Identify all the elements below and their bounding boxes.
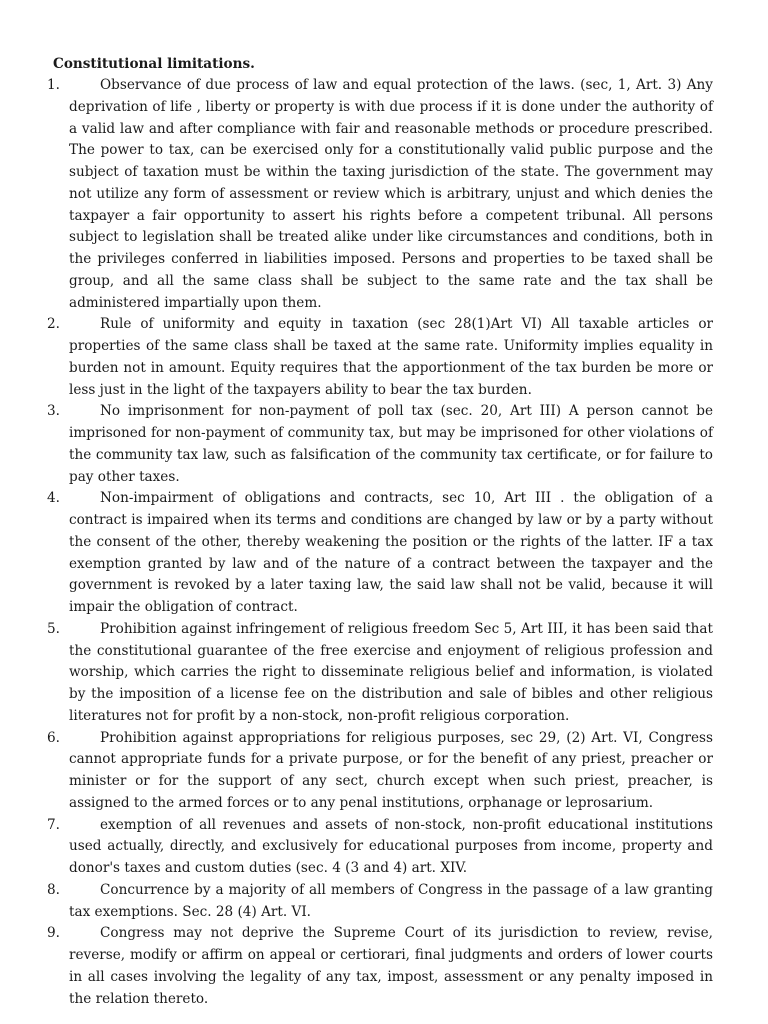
list-item-text: exemption of all revenues and assets of non-stock, non-profit educational institutions used actually, directly, and exclusively for educational purposes from income, property and donor's taxes and custom duties (sec. 4 (3 and 4) art. XIV. [69, 816, 713, 876]
list-item-text: Observance of due process of law and equal protection of the laws. (sec, 1, Art. 3) Any deprivation of life , liberty or property is with due process if it is done under the authority of a valid law and after compliance with fair and reasonable methods or procedure prescribed. The power to tax, can be exercised only for a constitutionally valid public purpose and the subject of taxation must be within the taxing jurisdiction of the state. The government may not utilize any form of assessment or review which is arbitrary, unjust and which denies the taxpayer a fair opportunity to assert his rights before a competent tribunal. All persons subject to legislation shall be treated alike under like circumstances and conditions, both in the privileges conferred in liabilities imposed. Persons and properties to be taxed shall be group, and all the same class shall be subject to the same rate and the tax shall be administered impartially upon them. [69, 77, 713, 311]
list-item-number: 3. [47, 403, 60, 420]
document-title: Constitutional limitations. [53, 56, 255, 72]
list-item-number: 4. [47, 490, 60, 507]
list-item-number: 2. [47, 316, 60, 333]
list-item-number: 9. [47, 925, 60, 942]
list-item [0, 880, 713, 924]
list-item-text: Rule of uniformity and equity in taxation (sec 28(1)Art VI) All taxable articles or properties of the same class shall be taxed at the same rate. Uniformity implies equality in burden not in amount. Equity requires that the apportionment of the tax burden be more or less just in the light of the taxpayers ability to bear the tax burden. [69, 316, 713, 398]
list-item [0, 815, 713, 880]
list-item-text: Prohibition against infringement of religious freedom Sec 5, Art III, it has been said that the constitutional guarantee of the free exercise and enjoyment of religious profession and worship, which carries the right to disseminate religious belief and information, is violated by the imposition of a license fee on the distribution and sale of bibles and other religious literatures not for profit by a non-stock, non-profit religious corporation. [69, 620, 713, 724]
limitations-list [0, 75, 768, 1010]
list-item-number: 8. [47, 881, 60, 898]
list-item [0, 728, 713, 815]
list-item-text: Concurrence by a majority of all members of Congress in the passage of a law granting tax exemptions. Sec. 28 (4) Art. VI. [69, 881, 713, 920]
list-item [0, 923, 713, 1010]
list-item-text: Non-impairment of obligations and contracts, sec 10, Art III . the obligation of a contract is impaired when its terms and conditions are changed by law or by a party without the consent of the other, thereby weakening the position or the rights of the latter. IF a tax exemption granted by law and of the nature of a contract between the taxpayer and the government is revoked by a later taxing law, the said law shall not be valid, because it will impair the obligation of contract. [69, 490, 713, 615]
list-item-text: Prohibition against appropriations for religious purposes, sec 29, (2) Art. VI, Congress cannot appropriate funds for a private purpose, or for the benefit of any priest, preacher or minister or for the support of any sect, church except when such priest, preacher, is assigned to the armed forces or to any penal institutions, orphanage or leprosarium. [69, 729, 713, 811]
list-item [0, 75, 713, 314]
list-item-text: No imprisonment for non-payment of poll tax (sec. 20, Art III) A person cannot be imprisoned for non-payment of community tax, but may be imprisoned for other violations of the community tax law, such as falsification of the community tax certificate, or for failure to pay other taxes. [69, 403, 713, 485]
list-item-number: 6. [47, 729, 60, 746]
list-item-number: 1. [47, 77, 60, 93]
list-item [0, 314, 713, 401]
list-item-number: 5. [47, 620, 60, 637]
list-item-number: 7. [47, 816, 60, 833]
list-item [0, 619, 713, 728]
list-item [0, 401, 713, 488]
list-item-text: Congress may not deprive the Supreme Court of its jurisdiction to review, revise, reverse, modify or affirm on appeal or certiorari, final judgments and orders of lower courts in all cases involving the legality of any tax, impost, assessment or any penalty imposed in the relation thereto. [69, 925, 713, 1007]
list-item [0, 488, 713, 619]
